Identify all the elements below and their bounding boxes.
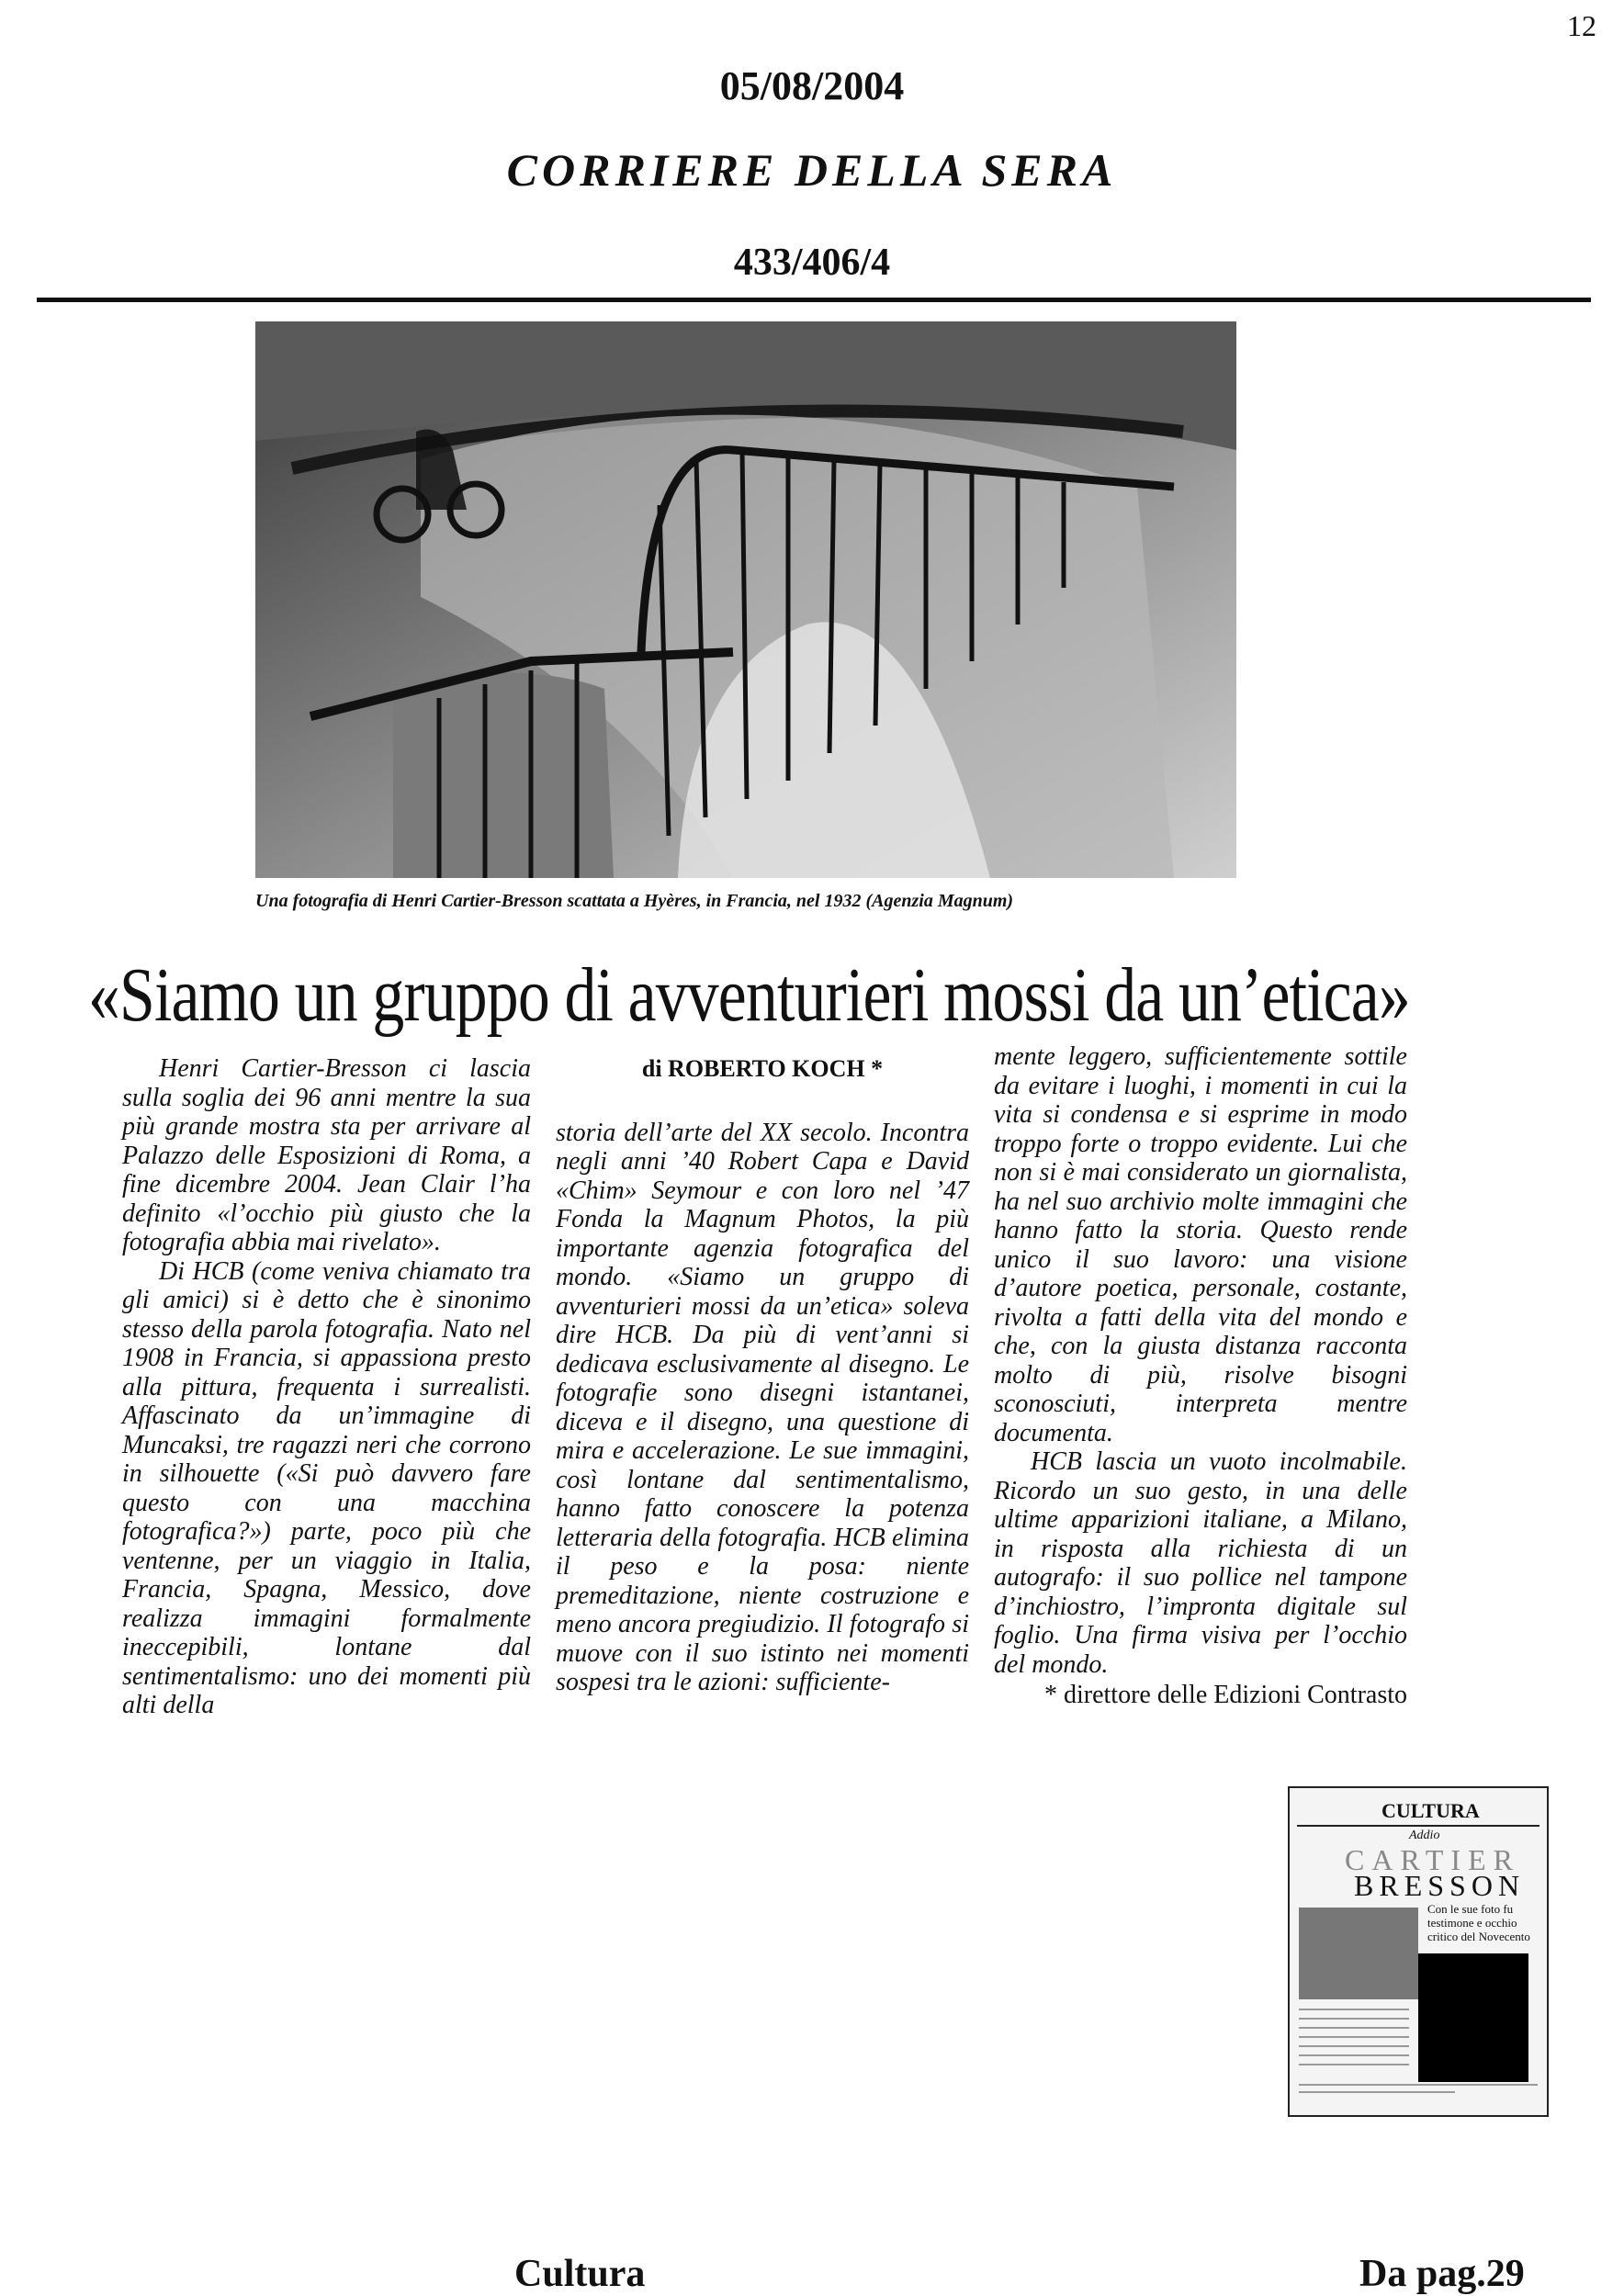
thumbnail-title-line1: CARTIER bbox=[1345, 1843, 1520, 1876]
article-column-3 bbox=[994, 1042, 1407, 1710]
article-column-1 bbox=[122, 1054, 531, 1720]
page-number: 12 bbox=[1567, 9, 1596, 42]
thumbnail-section: CULTURA bbox=[1382, 1799, 1480, 1822]
thumbnail-deck: Con le sue foto fu testimone e occhio critico del Novecento bbox=[1427, 1902, 1530, 1943]
page-thumbnail bbox=[1288, 1786, 1549, 2117]
photo-caption: Una fotografia di Henri Cartier-Bresson scattata a Hyères, in Francia, nel 1932 (Agenzia Magnum) bbox=[255, 891, 1014, 911]
article-headline: «Siamo un gruppo di avventurieri mossi da un’etica» bbox=[88, 952, 1410, 1038]
header-rule bbox=[37, 298, 1591, 302]
thumbnail-kicker: Addio bbox=[1409, 1829, 1440, 1842]
newspaper-masthead: CORRIERE DELLA SERA bbox=[506, 144, 1118, 196]
article-photo bbox=[255, 321, 1236, 878]
author-footnote: * direttore delle Edizioni Contrasto bbox=[1043, 1681, 1407, 1709]
thumbnail-photo bbox=[1299, 1908, 1418, 1999]
thumbnail-title-line2: BRESSON bbox=[1354, 1869, 1526, 1902]
paragraph: HCB lascia un vuoto incolmabile. Ricordo un suo gesto, in una delle ultime apparizioni italiane, a Milano, in risposta alla richiesta di un autografo: il suo pollice nel tampone d’inchiostro, l’impronta digitale sul foglio. Una firma visiva per l’occhio del mondo. bbox=[994, 1447, 1407, 1679]
thumbnail-redaction-block bbox=[1418, 1953, 1528, 2082]
article-column-2 bbox=[556, 1054, 969, 1697]
byline: di ROBERTO KOCH * bbox=[641, 1055, 884, 1082]
reference-code: 433/406/4 bbox=[733, 242, 891, 284]
paragraph: storia dell’arte del XX secolo. Incontra negli anni ’40 Robert Capa e David «Chim» Seymour e con loro nel ’47 Fonda la Magnum Photos, la più importante agenzia fotografica del mondo. «Siamo un gruppo di avventurieri mossi da un’etica» soleva dire HCB. Da più di vent’anni si dedicava esclusivamente al disegno. Le fotografie sono disegni istantanei, diceva e il disegno, una questione di mira e accelerazione. Le sue immagini, così lontane dal sentimentalismo, hanno fatto conoscere la potenza letteraria della fotografia. HCB elimina il peso e la posa: niente premeditazione, niente costruzione e meno ancora pregiudizio. Il fotografo si muove con il suo istinto nei momenti sospesi tra le azioni: sufficiente- bbox=[556, 1118, 969, 1696]
paragraph: Henri Cartier-Bresson ci lascia sulla soglia dei 96 anni mentre la sua più grande mostra sta per arrivare al Palazzo delle Esposizioni di Roma, a fine dicembre 2004. Jean Clair l’ha definito «l’occhio più giusto che la fotografia abbia mai rivelato». bbox=[122, 1054, 531, 1256]
section-label: Cultura bbox=[514, 2253, 646, 2295]
source-page-label: Da pag.29 bbox=[1359, 2253, 1525, 2295]
issue-date: 05/08/2004 bbox=[719, 63, 905, 108]
paragraph: mente leggero, sufficientemente sottile da evitare i luoghi, i momenti in cui la vita si condensa e si esprime in modo troppo forte o troppo evidente. Lui che non si è mai considerato un giornalista, ha nel suo archivio molte immagini che hanno fatto la storia. Questo rende unico il suo lavoro: una visione d’autore poetica, personale, costante, rivolta a fatti della vita del mondo e che, con la giusta distanza racconta molto di più, risolve bisogni sconosciuti, interpreta mentre documenta. bbox=[994, 1042, 1407, 1447]
paragraph: Di HCB (come veniva chiamato tra gli amici) si è detto che è sinonimo stesso della parola fotografia. Nato nel 1908 in Francia, si appassiona presto alla pittura, frequenta i surrealisti. Affascinato da un’immagine di Muncaksi, tre ragazzi neri che corrono in silhouette («Si può davvero fare questo con una macchina fotografica?») parte, poco più che ventenne, per un viaggio in Italia, Francia, Spagna, Messico, dove realizza immagini formalmente ineccepibili, lontane dal sentimentalismo: uno dei momenti più alti della bbox=[122, 1256, 531, 1719]
